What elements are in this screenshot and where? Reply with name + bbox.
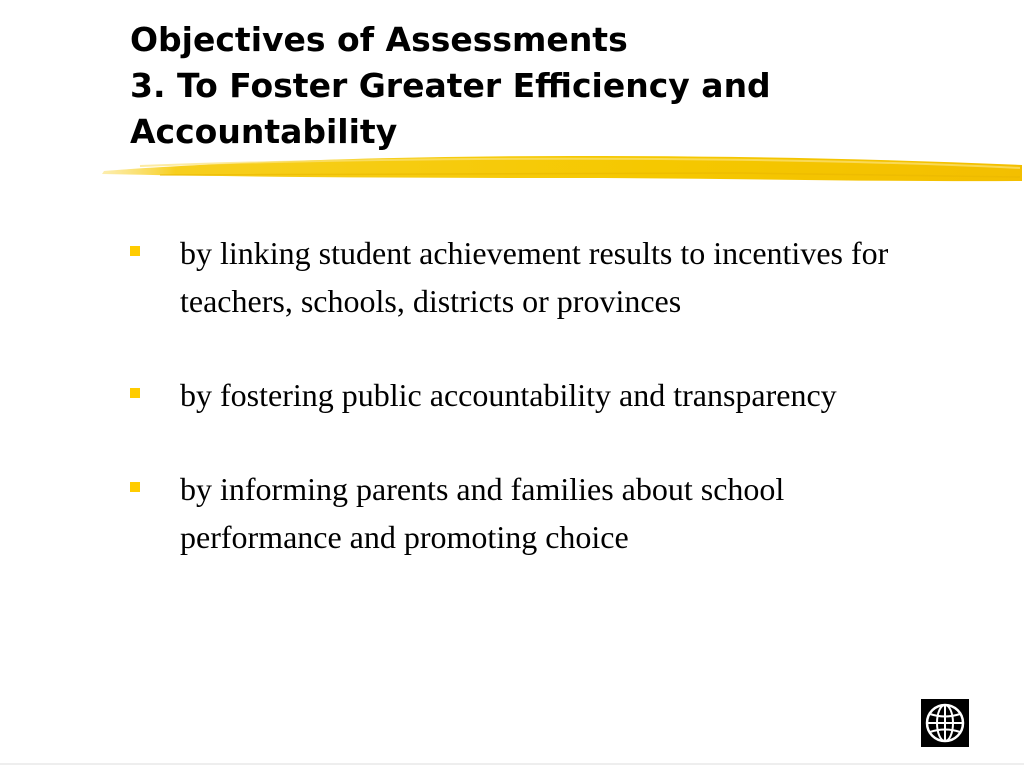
bullet-item: [130, 465, 910, 561]
bullet-text: by fostering public accountability and transparency: [180, 377, 837, 413]
square-bullet-icon: [130, 246, 140, 256]
bullet-list: [130, 229, 910, 607]
square-bullet-icon: [130, 388, 140, 398]
bullet-text: by informing parents and families about school performance and promoting choice: [180, 471, 785, 555]
title-underline-brush-stroke: [100, 148, 1024, 188]
bullet-item: [130, 229, 910, 325]
globe-icon: [921, 699, 969, 747]
title-line-2: 3. To Foster Greater Efficiency and: [130, 66, 771, 105]
slide-title: [130, 17, 1010, 155]
title-line-1: Objectives of Assessments: [130, 20, 628, 59]
bottom-divider: [0, 763, 1024, 765]
bullet-item: [130, 371, 910, 419]
bullet-text: by linking student achievement results to incentives for teachers, schools, districts or provinces: [180, 235, 889, 319]
title-line-3: Accountability: [130, 112, 398, 151]
square-bullet-icon: [130, 482, 140, 492]
